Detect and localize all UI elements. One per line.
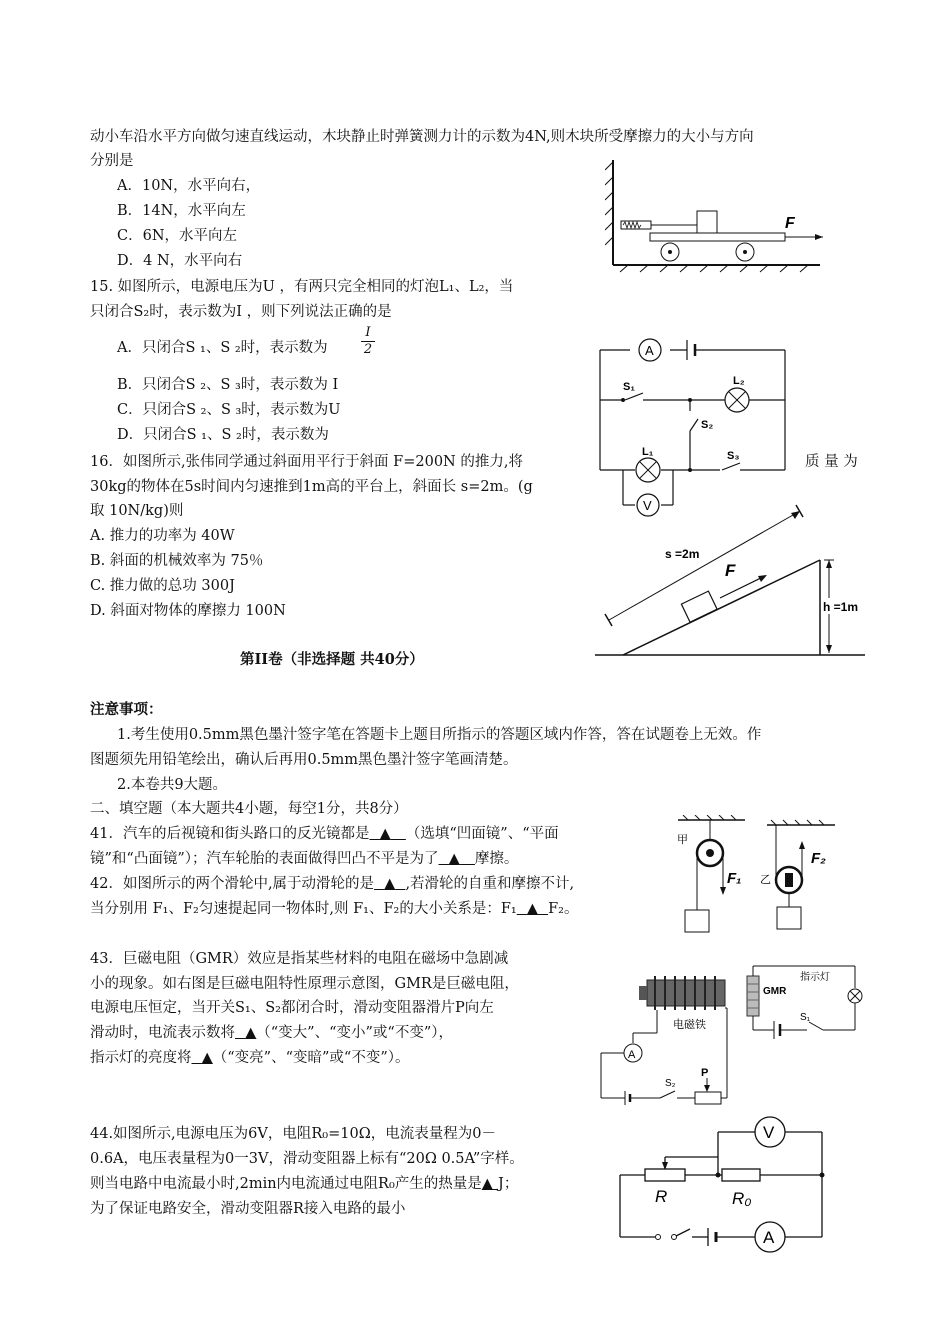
q16-option-c: C. 推力做的总功 300J xyxy=(90,578,235,594)
q15-l1-label: L₁ xyxy=(642,446,654,458)
cart-diagram xyxy=(605,160,830,275)
q14-option-d: D．4 N，水平向右 xyxy=(117,253,243,269)
section-title: 第II卷（非选择题 共40分） xyxy=(240,651,424,668)
incline-force-label: F xyxy=(725,561,736,580)
q15-l2-label: L₂ xyxy=(733,375,745,387)
note-1b: 图题须先用铅笔绘出，确认后再用0.5mm黑色墨汁签字笔画清楚。 xyxy=(90,752,518,768)
q44-line4: 为了保证电路安全，滑动变阻器R接入电路的最小 xyxy=(90,1201,406,1217)
circuit-diagram-q44 xyxy=(610,1112,840,1257)
pulley-yi-label: 乙 xyxy=(760,874,771,886)
q14-option-a: A．10N，水平向右， xyxy=(117,178,261,194)
q44-blank-1 xyxy=(482,1175,498,1192)
q15-s2-label: S₂ xyxy=(701,419,714,431)
gmr-s1-label: S₁ xyxy=(800,1012,811,1023)
notes-title: 注意事项： xyxy=(90,701,163,718)
electromagnet-label: 电磁铁 xyxy=(673,1019,706,1031)
q41-blank-1 xyxy=(369,825,405,842)
incline-length-label: s =2m xyxy=(665,547,700,561)
q43-blank-2 xyxy=(192,1049,213,1066)
q43-line1: 43．巨磁电阻（GMR）效应是指某些材料的电阻在磁场中急剧减 xyxy=(90,951,509,967)
q15-s1-label: S₁ xyxy=(623,381,635,393)
cart-force-label: F xyxy=(785,215,795,232)
q43-text-c: 指示灯的亮度将 xyxy=(90,1050,192,1066)
q15-option-d: D．只闭合S ₁、S ₂时，表示数为 xyxy=(117,427,329,443)
q41-line1 xyxy=(90,824,559,844)
q16-option-d: D. 斜面对物体的摩擦力 100N xyxy=(90,603,286,619)
q43-line5 xyxy=(90,1048,410,1068)
q42-line1 xyxy=(90,874,574,894)
q43-blank-1 xyxy=(235,1024,256,1041)
q42-text-d: F₂。 xyxy=(548,901,579,917)
fraction-numerator: I xyxy=(365,325,371,340)
q42-line2 xyxy=(90,899,578,919)
q15-ammeter-label: A xyxy=(645,343,654,358)
part-heading: 二、填空题（本大题共4小题，每空1分，共8分） xyxy=(90,801,408,817)
triangle-mark: ▲ xyxy=(379,825,391,842)
q16-option-b: B. 斜面的机械效率为 75％ xyxy=(90,553,264,569)
q15-line1: 15. 如图所示，电源电压为U ，有两只完全相同的灯泡L₁、L₂，当 xyxy=(90,279,514,295)
q44-line1: 44.如图所示,电源电压为6V，电阻R₀=10Ω，电流表量程为0－ xyxy=(90,1126,496,1142)
triangle-mark: ▲ xyxy=(448,850,460,867)
q16-line1-tail: 质 量 为 xyxy=(805,454,858,470)
q42-blank-1 xyxy=(374,875,405,892)
q16-line1: 16．如图所示,张伟同学通过斜面用平行于斜面 F=200N 的推力,将 xyxy=(90,454,523,470)
q16-line2: 30kg的物体在5s时间内匀速推到1m高的平台上，斜面长 s=2m。(g xyxy=(90,479,533,495)
gmr-label: GMR xyxy=(763,986,787,997)
q41-text-d: 摩擦。 xyxy=(474,851,519,867)
q41-text-a: 41．汽车的后视镜和街头路口的反光镜都是 xyxy=(90,826,370,842)
q15-option-b: B．只闭合S ₂、S ₃时，表示数为 I xyxy=(117,377,339,393)
q15-option-c: C．只闭合S ₂、S ₃时，表示数为U xyxy=(117,402,341,418)
triangle-mark: ▲ xyxy=(481,1175,493,1192)
q44-line3 xyxy=(90,1174,518,1194)
q43-line4 xyxy=(90,1023,453,1043)
note-2: 2.本卷共9大题。 xyxy=(117,777,228,793)
q42-text-c: 当分别用 F₁、F₂匀速提起同一物体时,则 F₁、F₂的大小关系是：F₁ xyxy=(90,901,517,917)
q44-ammeter-label: A xyxy=(763,1228,775,1247)
q15-option-a: A．只闭合S ₁、S ₂时，表示数为 xyxy=(117,340,328,356)
q44-rheostat-label: R xyxy=(655,1187,668,1206)
triangle-mark: ▲ xyxy=(384,875,396,892)
fraction-i-over-2 xyxy=(361,325,375,358)
pulley-jia-label: 甲 xyxy=(677,834,688,846)
q16-line3: 取 10N/kg)则 xyxy=(90,503,184,519)
q43-text-b: （“变大”、“变小”或“不变”）， xyxy=(256,1025,453,1041)
q44-text-a: 则当电路中电流最小时,2min内电流通过电阻R₀产生的热量是 xyxy=(90,1176,482,1192)
slider-p-label: P xyxy=(701,1067,709,1079)
q16-option-a: A. 推力的功率为 40W xyxy=(90,528,235,544)
q14-line2: 分别是 xyxy=(90,153,134,169)
q14-option-b: B．14N，水平向左 xyxy=(117,203,246,219)
circuit-diagram-q15 xyxy=(595,335,800,520)
q44-text-b: J； xyxy=(498,1176,519,1192)
fraction-denominator: 2 xyxy=(361,341,375,358)
q44-voltmeter-label: V xyxy=(763,1123,775,1142)
indicator-lamp-label: 指示灯 xyxy=(800,972,830,983)
triangle-mark: ▲ xyxy=(526,900,538,917)
pulley-f1-label: F₁ xyxy=(727,870,742,887)
q43-text-a: 滑动时，电流表示数将 xyxy=(90,1025,235,1041)
gmr-s2-label: S₂ xyxy=(665,1078,676,1089)
pulley-f2-label: F₂ xyxy=(811,850,826,867)
q15-s3-label: S₃ xyxy=(727,450,740,462)
triangle-mark: ▲ xyxy=(245,1024,257,1041)
gmr-ammeter-label: A xyxy=(628,1049,636,1061)
q44-resistor-label: R₀ xyxy=(732,1189,752,1208)
incline-diagram xyxy=(595,498,870,660)
q14-line1: 动小车沿水平方向做匀速直线运动，木块静止时弹簧测力计的示数为4N,则木块所受摩擦力的大小与方向 xyxy=(90,129,754,145)
q15-line2: 只闭合S₂时，表示数为I ，则下列说法正确的是 xyxy=(90,304,392,320)
q14-option-c: C．6N，水平向左 xyxy=(117,228,238,244)
note-1a: 1.考生使用0.5mm黑色墨汁签字笔在答题卡上题目所指示的答题区域内作答，答在试题卷上无效。作 xyxy=(117,727,762,743)
q42-blank-2 xyxy=(517,900,548,917)
q41-text-c: 镜”和“凸面镜”）；汽车轮胎的表面做得凹凸不平是为了 xyxy=(90,851,439,867)
triangle-mark: ▲ xyxy=(201,1049,213,1066)
pulley-diagram xyxy=(675,815,860,935)
q41-line2 xyxy=(90,849,518,869)
q43-text-d: （“变亮”、“变暗”或“不变”）。 xyxy=(212,1050,410,1066)
incline-height-label: h =1m xyxy=(823,600,859,614)
q43-line3: 电源电压恒定，当开关S₁、S₂都闭合时，滑动变阻器滑片P向左 xyxy=(90,1000,494,1016)
q15-voltmeter-label: V xyxy=(643,498,652,513)
gmr-diagram xyxy=(595,958,870,1108)
q43-line2: 小的现象。如右图是巨磁电阻特性原理示意图，GMR是巨磁电阻， xyxy=(90,976,519,992)
q41-text-b: （选填“凹面镜”、“平面 xyxy=(405,826,559,842)
q41-blank-2 xyxy=(439,850,475,867)
q42-text-a: 42．如图所示的两个滑轮中,属于动滑轮的是 xyxy=(90,876,375,892)
q44-line2: 0.6A，电压表量程为0一3V，滑动变阻器上标有“20Ω 0.5A”字样。 xyxy=(90,1151,524,1167)
q42-text-b: ,若滑轮的自重和摩擦不计, xyxy=(405,876,575,892)
